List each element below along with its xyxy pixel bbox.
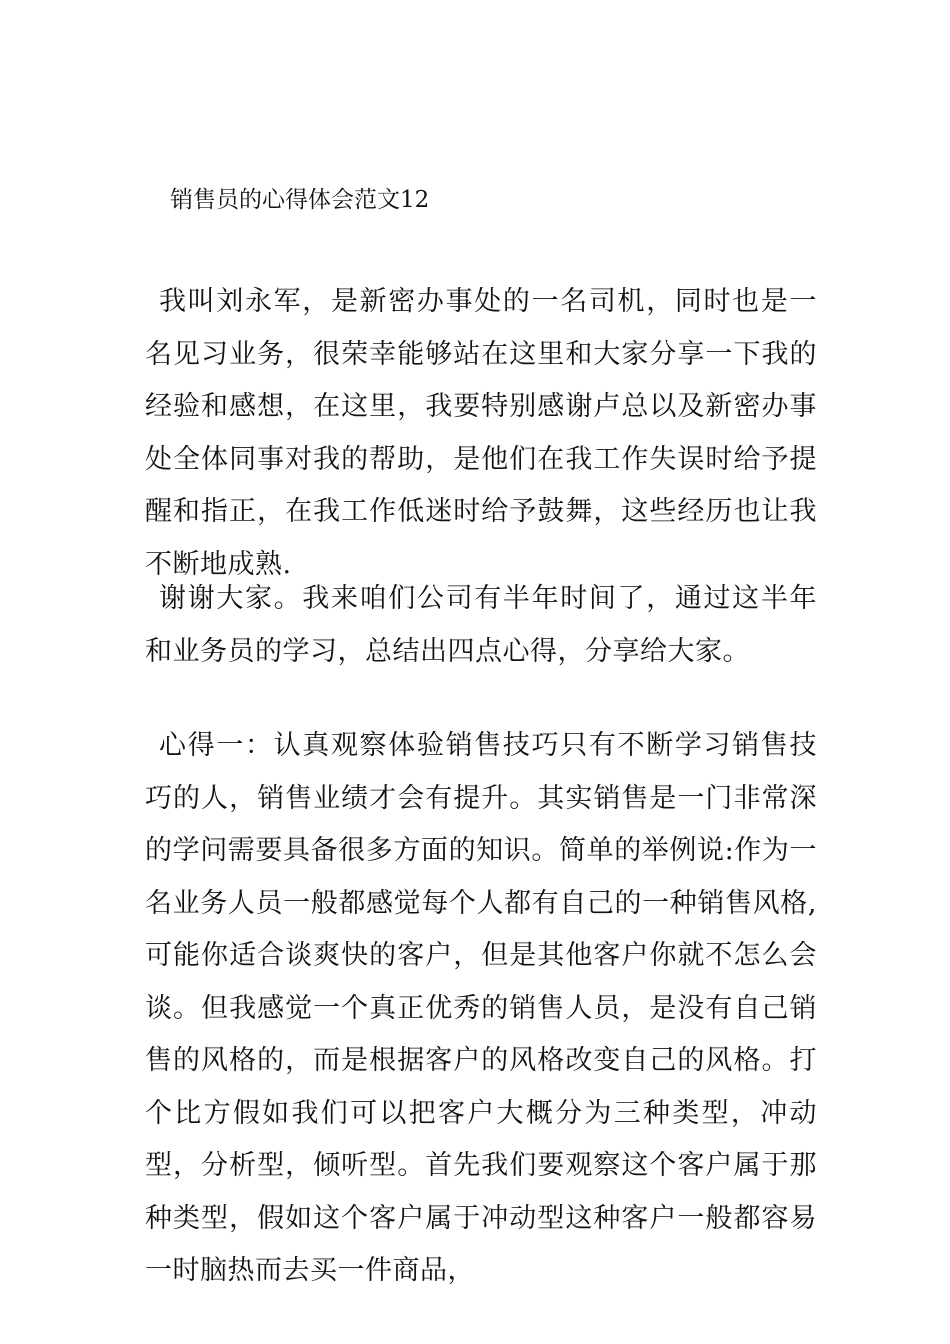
paragraph-intro: 我叫刘永军，是新密办事处的一名司机，同时也是一名见习业务，很荣幸能够站在这里和大家分享一下我的经验和感想，在这里，我要特别感谢卢总以及新密办事处全体同事对我的帮助，是他们在我工作失误时给予提醒和指正，在我工作低迷时给予鼓舞，这些经历也让我不断地成熟. bbox=[145, 286, 817, 580]
document-title: 销售员的心得体会范文12 bbox=[170, 187, 430, 213]
paragraph-insight-one: 心得一：认真观察体验销售技巧只有不断学习销售技巧的人，销售业绩才会有提升。其实销售是一门非常深的学问需要具备很多方面的知识。简单的举例说:作为一名业务人员一般都感觉每个人都有自己的一种销售风格,可能你适合谈爽快的客户，但是其他客户你就不怎么会谈。但我感觉一个真正优秀的销售人员，是没有自己销售的风格的，而是根据客户的风格改变自己的风格。打个比方假如我们可以把客户大概分为三种类型，冲动型，分析型，倾听型。首先我们要观察这个客户属于那种类型，假如这个客户属于冲动型这种客户一般都容易一时脑热而去买一件商品， bbox=[145, 730, 817, 1286]
paragraph-thanks: 谢谢大家。我来咱们公司有半年时间了，通过这半年和业务员的学习，总结出四点心得，分享给大家。 bbox=[145, 583, 817, 667]
